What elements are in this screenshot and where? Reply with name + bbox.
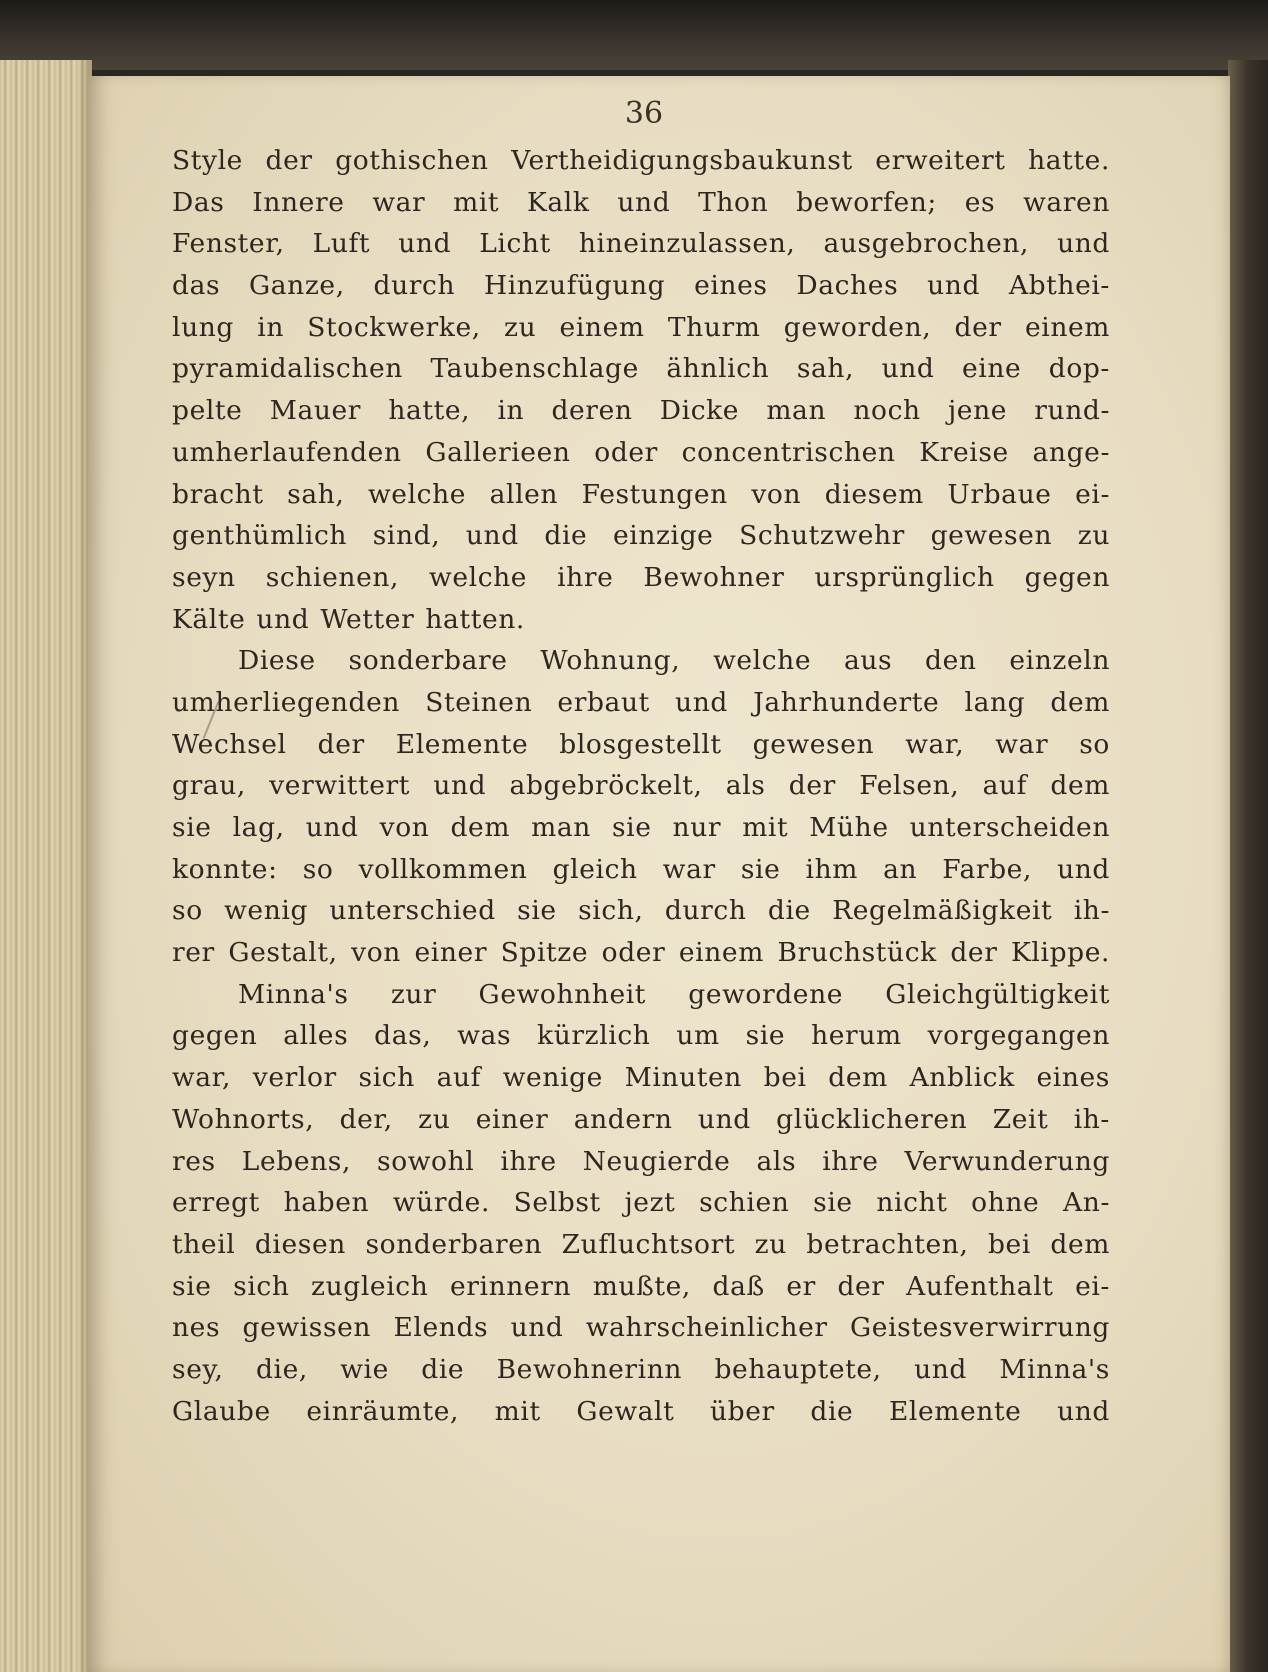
text-line: sie lag, und von dem man sie nur mit Mühe unterscheiden xyxy=(172,812,1110,843)
page-number: 36 xyxy=(624,96,664,131)
page-text xyxy=(172,140,1110,1432)
text-line: bracht sah, welche allen Festungen von diesem Urbaue ei- xyxy=(172,478,1110,510)
text-line: Style der gothischen Vertheidigungsbaukunst erweitert hatte. xyxy=(172,145,1110,176)
text-line: konnte: so vollkommen gleich war sie ihm an Farbe, und xyxy=(172,853,1110,885)
text-line: Wohnorts, der, zu einer andern und glücklicheren Zeit ih- xyxy=(172,1103,1110,1135)
text-line: sie sich zugleich erinnern mußte, daß er der Aufenthalt ei- xyxy=(172,1270,1110,1302)
text-line: sey, die, wie die Bewohnerinn behauptete, und Minna's xyxy=(172,1353,1110,1385)
text-line: Wechsel der Elemente blosgestellt gewesen war, war so xyxy=(172,728,1110,760)
text-line: umherliegenden Steinen erbaut und Jahrhunderte lang dem xyxy=(172,686,1110,718)
text-line: Fenster, Luft und Licht hineinzulassen, ausgebrochen, und xyxy=(172,228,1110,260)
text-line: grau, verwittert und abgebröckelt, als der Felsen, auf dem xyxy=(172,770,1110,802)
page-stack-edge xyxy=(0,60,92,1672)
text-line: Kälte und Wetter hatten. xyxy=(172,603,525,635)
text-line: pyramidalischen Taubenschlage ähnlich sah, und eine dop- xyxy=(172,353,1110,385)
text-line: rer Gestalt, von einer Spitze oder einem Bruchstück der Klippe. xyxy=(172,937,1110,969)
text-line: genthümlich sind, und die einzige Schutzwehr gewesen zu xyxy=(172,520,1110,552)
text-line: Das Innere war mit Kalk und Thon beworfen; es waren xyxy=(172,186,1110,218)
text-line: theil diesen sonderbaren Zufluchtsort zu betrachten, bei dem xyxy=(172,1228,1110,1260)
book-cover-right xyxy=(1228,60,1268,1672)
text-line: lung in Stockwerke, zu einem Thurm geworden, der einem xyxy=(172,311,1110,343)
text-line: das Ganze, durch Hinzufügung eines Daches und Abthei- xyxy=(172,270,1110,302)
text-line: war, verlor sich auf wenige Minuten bei dem Anblick eines xyxy=(172,1062,1110,1094)
text-line: nes gewissen Elends und wahrscheinlicher Geistesverwirrung xyxy=(172,1312,1110,1344)
text-line: Glaube einräumte, mit Gewalt über die Elemente und xyxy=(172,1395,1110,1427)
text-line: res Lebens, sowohl ihre Neugierde als ihre Verwunderung xyxy=(172,1145,1110,1177)
text-line: umherlaufenden Gallerieen oder concentrischen Kreise ange- xyxy=(172,436,1110,468)
text-line: Diese sonderbare Wohnung, welche aus den einzeln xyxy=(238,645,1110,677)
book-cover-top xyxy=(0,0,1268,70)
text-line: gegen alles das, was kürzlich um sie herum vorgegangen xyxy=(172,1020,1110,1052)
text-line: seyn schienen, welche ihre Bewohner ursprünglich gegen xyxy=(172,561,1110,593)
text-line: erregt haben würde. Selbst jezt schien sie nicht ohne An- xyxy=(172,1187,1110,1219)
text-line: pelte Mauer hatte, in deren Dicke man noch jene rund- xyxy=(172,395,1110,427)
text-line: Minna's zur Gewohnheit gewordene Gleichgültigkeit xyxy=(238,978,1110,1010)
text-line: so wenig unterschied sie sich, durch die Regelmäßigkeit ih- xyxy=(172,895,1110,927)
